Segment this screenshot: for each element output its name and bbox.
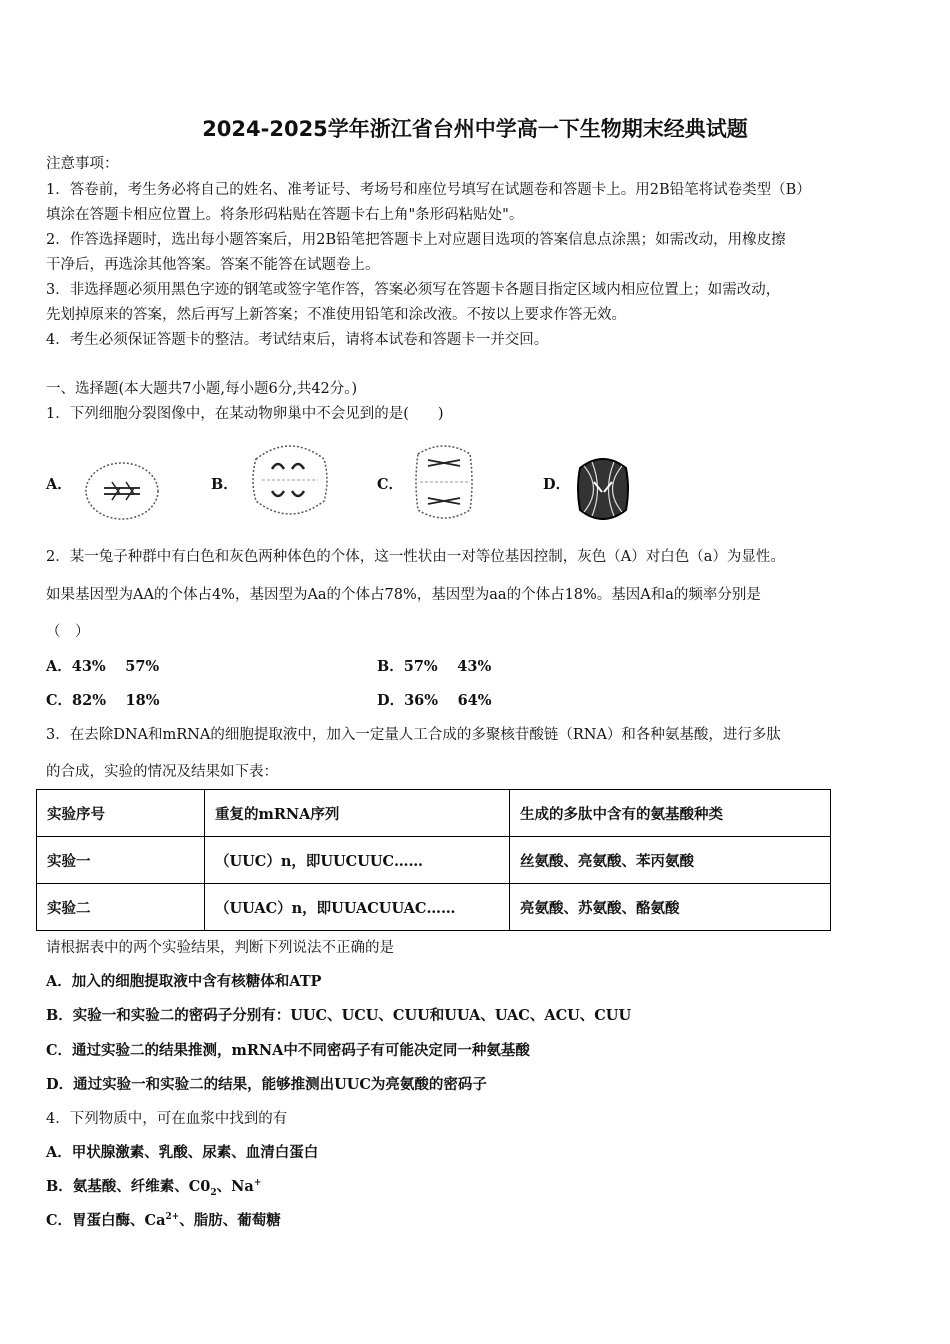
q3-option-a: A．加入的细胞提取液中含有核糖体和ATP — [46, 973, 322, 990]
page-title: 2024-2025学年浙江省台州中学高一下生物期末经典试题 — [202, 117, 748, 141]
q3-option-b: B．实验一和实验二的密码子分别有：UUC、UCU、CUU和UUA、UAC、ACU、CUU — [46, 1007, 632, 1024]
q4-option-b-tail: 、Na — [216, 1178, 254, 1195]
notice-line: 4．考生必须保证答题卡的整洁。考试结束后，请将本试卷和答题卡一并交回。 — [46, 332, 549, 348]
q2-option-d: D．36% 64% — [377, 692, 492, 709]
experiment-table — [36, 789, 831, 931]
q4-option-b — [46, 1175, 261, 1198]
cell-division-image-a — [82, 458, 162, 524]
table-cell: （UUC）n，即UUCUUC…… — [205, 837, 510, 884]
notice-line: 3．非选择题必须用黑色字迹的钢笔或签字笔作答，答案必须写在答题卡各题目指定区域内相应位置上；如需改动， — [46, 282, 781, 298]
question-3-line: 的合成，实验的情况及结果如下表： — [46, 764, 278, 780]
q3-option-d: D．通过实验一和实验二的结果，能够推测出UUC为亮氨酸的密码子 — [46, 1076, 487, 1093]
question-2-line: 如果基因型为AA的个体占4%，基因型为Aa的个体占78%，基因型为aa的个体占18%。基因A和a的频率分别是 — [46, 587, 761, 603]
table-cell: 实验一 — [37, 837, 205, 884]
q4-option-a: A．甲状腺激素、乳酸、尿素、血清白蛋白 — [46, 1144, 319, 1161]
q2-option-a: A．43% 57% — [46, 658, 160, 675]
q2-option-c: C．82% 18% — [46, 692, 160, 709]
notice-line: 2．作答选择题时，选出每小题答案后，用2B铅笔把答题卡上对应题目选项的答案信息点涂黑；如需改动，用橡皮擦 — [46, 232, 786, 248]
table-cell: 丝氨酸、亮氨酸、苯丙氨酸 — [510, 837, 831, 884]
table-header-cell: 实验序号 — [37, 790, 205, 837]
q4-option-c-text: C．胃蛋白酶、Ca — [46, 1212, 166, 1229]
table-row — [37, 837, 831, 884]
notice-heading: 注意事项： — [46, 156, 119, 172]
table-row — [37, 884, 831, 931]
superscript: + — [253, 1178, 262, 1189]
notice-line: 先划掉原来的答案，然后再写上新答案；不准使用铅笔和涂改液。不按以上要求作答无效。 — [46, 307, 626, 323]
notice-line: 干净后，再选涂其他答案。答案不能答在试题卷上。 — [46, 257, 380, 273]
table-cell: 实验二 — [37, 884, 205, 931]
q4-option-c-tail: 、脂肪、葡萄糖 — [179, 1212, 281, 1229]
question-2-line: （ ） — [46, 624, 90, 640]
table-header-cell: 生成的多肽中含有的氨基酸种类 — [510, 790, 831, 837]
question-4-stem: 4．下列物质中，可在血浆中找到的有 — [46, 1111, 288, 1127]
q4-option-c — [46, 1209, 281, 1230]
section-heading: 一、选择题(本大题共7小题,每小题6分,共42分。) — [46, 381, 358, 397]
subscript: 2 — [210, 1187, 217, 1198]
notice-line: 填涂在答题卡相应位置上。将条形码粘贴在答题卡右上角"条形码粘贴处"。 — [46, 207, 524, 223]
q3-option-c: C．通过实验二的结果推测，mRNA中不同密码子有可能决定同一种氨基酸 — [46, 1042, 530, 1059]
q2-option-b: B．57% 43% — [377, 658, 492, 675]
cell-division-image-d — [574, 454, 632, 524]
cell-division-image-c — [412, 442, 476, 522]
q1-option-d-label: D． — [543, 476, 571, 493]
q1-option-a-label: A． — [46, 476, 72, 493]
table-header-row — [37, 790, 831, 837]
notice-line: 1．答卷前，考生务必将自己的姓名、准考证号、考场号和座位号填写在试题卷和答题卡上。用2B铅笔将试卷类型（B） — [46, 182, 811, 198]
q4-option-b-text: B．氨基酸、纤维素、C0 — [46, 1178, 211, 1195]
q1-option-c-label: C． — [377, 476, 404, 493]
superscript: 2+ — [165, 1212, 180, 1223]
question-1-stem: 1．下列细胞分裂图像中，在某动物卵巢中不会见到的是( ) — [46, 406, 444, 422]
q1-option-b-label: B． — [211, 476, 238, 493]
question-2-line: 2．某一兔子种群中有白色和灰色两种体色的个体，这一性状由一对等位基因控制，灰色（A）对白色（a）为显性。 — [46, 549, 785, 565]
table-header-cell: 重复的mRNA序列 — [205, 790, 510, 837]
cell-division-image-b — [248, 439, 332, 521]
table-cell: 亮氨酸、苏氨酸、酪氨酸 — [510, 884, 831, 931]
question-3-line: 3．在去除DNA和mRNA的细胞提取液中，加入一定量人工合成的多聚核苷酸链（RNA）和各种氨基酸，进行多肽 — [46, 727, 781, 743]
table-cell: （UUAC）n，即UUACUUAC…… — [205, 884, 510, 931]
question-3-prompt: 请根据表中的两个实验结果，判断下列说法不正确的是 — [46, 940, 394, 956]
